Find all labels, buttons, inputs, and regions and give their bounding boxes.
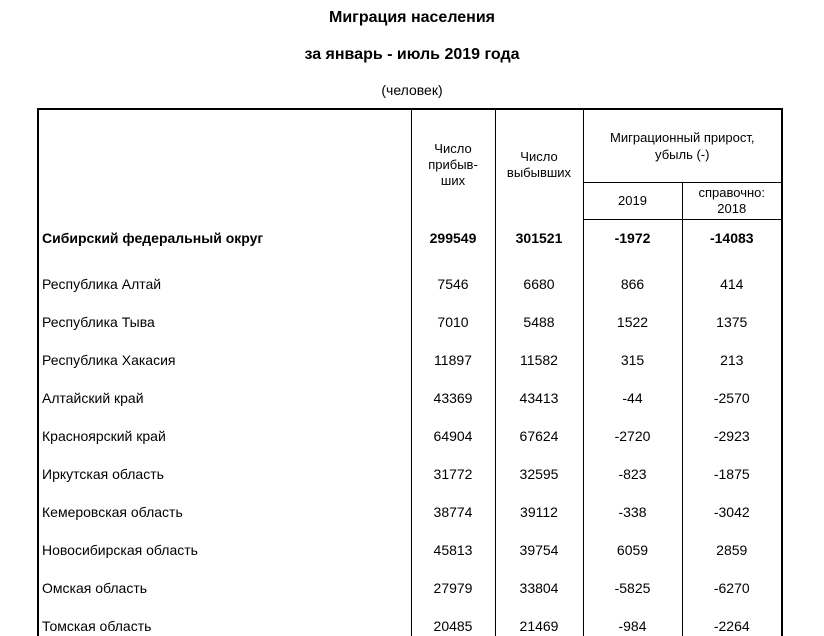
cell-growth-2019: -823 xyxy=(583,446,682,484)
cell-arrivals: 64904 xyxy=(411,408,495,446)
header-region xyxy=(38,109,411,220)
cell-arrivals: 20485 xyxy=(411,598,495,636)
cell-departures: 43413 xyxy=(495,370,583,408)
cell-departures: 301521 xyxy=(495,220,583,257)
cell-growth-2019: 315 xyxy=(583,332,682,370)
cell-departures: 21469 xyxy=(495,598,583,636)
header-year-2018-label: справочно: 2018 xyxy=(698,185,765,216)
cell-growth-2019: -5825 xyxy=(583,560,682,598)
header-growth xyxy=(583,109,782,183)
cell-arrivals: 299549 xyxy=(411,220,495,257)
cell-region: Омская область xyxy=(38,560,411,598)
cell-growth-2018: 213 xyxy=(682,332,782,370)
header-arrivals xyxy=(411,109,495,220)
table-row-total xyxy=(38,220,782,257)
cell-growth-2018: -2923 xyxy=(682,408,782,446)
cell-growth-2018: -6270 xyxy=(682,560,782,598)
cell-growth-2019: 866 xyxy=(583,256,682,294)
header-year-2019: 2019 xyxy=(583,183,682,220)
cell-departures: 11582 xyxy=(495,332,583,370)
table-row xyxy=(38,560,782,598)
cell-growth-2018: -3042 xyxy=(682,484,782,522)
cell-departures: 33804 xyxy=(495,560,583,598)
cell-growth-2018: 1375 xyxy=(682,294,782,332)
cell-growth-2018: 2859 xyxy=(682,522,782,560)
cell-growth-2019: -1972 xyxy=(583,220,682,257)
cell-growth-2019: -338 xyxy=(583,484,682,522)
cell-growth-2019: -44 xyxy=(583,370,682,408)
cell-arrivals: 27979 xyxy=(411,560,495,598)
cell-growth-2018: 414 xyxy=(682,256,782,294)
cell-arrivals: 43369 xyxy=(411,370,495,408)
cell-region: Алтайский край xyxy=(38,370,411,408)
cell-region: Красноярский край xyxy=(38,408,411,446)
cell-growth-2018: -2570 xyxy=(682,370,782,408)
cell-arrivals: 11897 xyxy=(411,332,495,370)
cell-departures: 32595 xyxy=(495,446,583,484)
table-row xyxy=(38,256,782,294)
header-departures-label: Число выбывших xyxy=(506,148,572,180)
cell-region: Республика Тыва xyxy=(38,294,411,332)
cell-growth-2018: -2264 xyxy=(682,598,782,636)
header-departures xyxy=(495,109,583,220)
header-arrivals-label: Число прибыв-ших xyxy=(428,140,478,188)
table-row xyxy=(38,332,782,370)
cell-departures: 39754 xyxy=(495,522,583,560)
cell-growth-2019: -984 xyxy=(583,598,682,636)
cell-region: Республика Хакасия xyxy=(38,332,411,370)
cell-arrivals: 38774 xyxy=(411,484,495,522)
cell-departures: 6680 xyxy=(495,256,583,294)
cell-region: Кемеровская область xyxy=(38,484,411,522)
cell-arrivals: 7546 xyxy=(411,256,495,294)
table-row xyxy=(38,294,782,332)
table-row xyxy=(38,446,782,484)
header-growth-label: Миграционный прирост, убыль (-) xyxy=(610,130,755,162)
cell-region: Республика Алтай xyxy=(38,256,411,294)
page-subtitle: за январь - июль 2019 года xyxy=(304,46,520,63)
cell-region: Новосибирская область xyxy=(38,522,411,560)
table-row xyxy=(38,370,782,408)
migration-table xyxy=(37,108,783,636)
table-row xyxy=(38,484,782,522)
header-year-2018 xyxy=(682,183,782,220)
cell-region: Иркутская область xyxy=(38,446,411,484)
cell-growth-2019: 1522 xyxy=(583,294,682,332)
cell-departures: 39112 xyxy=(495,484,583,522)
cell-arrivals: 45813 xyxy=(411,522,495,560)
cell-growth-2018: -1875 xyxy=(682,446,782,484)
cell-region: Томская область xyxy=(38,598,411,636)
cell-region: Сибирский федеральный округ xyxy=(38,220,411,257)
cell-growth-2018: -14083 xyxy=(682,220,782,257)
cell-arrivals: 7010 xyxy=(411,294,495,332)
unit-label: (человек) xyxy=(381,82,443,98)
cell-growth-2019: -2720 xyxy=(583,408,682,446)
table-row xyxy=(38,522,782,560)
cell-departures: 5488 xyxy=(495,294,583,332)
page-title: Миграция населения xyxy=(329,9,495,26)
table-row xyxy=(38,598,782,636)
table-row xyxy=(38,408,782,446)
cell-departures: 67624 xyxy=(495,408,583,446)
cell-growth-2019: 6059 xyxy=(583,522,682,560)
cell-arrivals: 31772 xyxy=(411,446,495,484)
